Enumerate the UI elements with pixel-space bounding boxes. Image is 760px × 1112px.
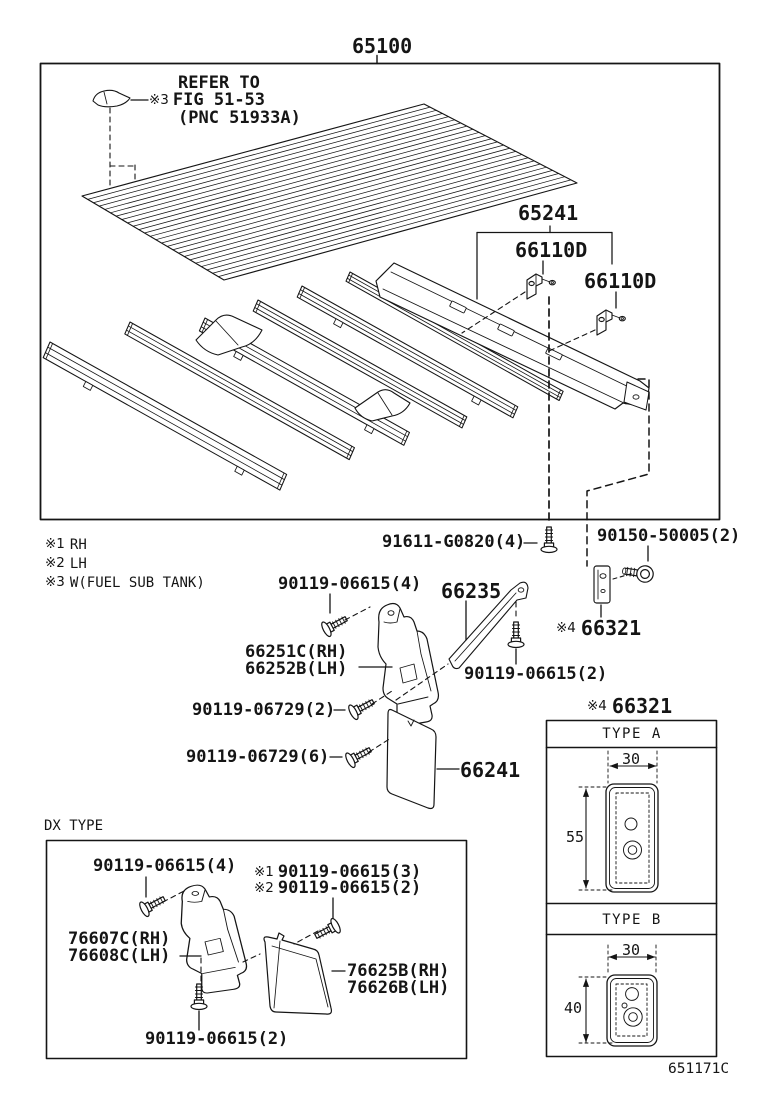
dx-note-2 bbox=[254, 880, 421, 897]
type-b-header: TYPE B bbox=[602, 912, 662, 928]
type-a-part bbox=[606, 784, 658, 892]
part-label-66252b: 66252B(LH) bbox=[245, 659, 348, 679]
part-label-90119-06729-2: 90119-06729(2) bbox=[192, 700, 336, 720]
legend-mark-3: ※3 bbox=[45, 574, 65, 590]
part-label-65100: 65100 bbox=[352, 34, 413, 58]
mud-flap bbox=[387, 710, 436, 809]
part-label-90119-06615-4: 90119-06615(4) bbox=[278, 574, 422, 594]
refer-fig: FIG 51-53 bbox=[172, 90, 266, 110]
panel-title-mark: ※4 bbox=[587, 698, 607, 714]
legend-lh bbox=[45, 557, 87, 571]
refer-note-line3: (PNC 51933A) bbox=[178, 108, 301, 128]
part-label-66235: 66235 bbox=[441, 579, 502, 603]
mudguard-bracket bbox=[378, 604, 438, 727]
part-label-91611-g0820: 91611-G0820(4) bbox=[382, 532, 526, 552]
dx-label-76608c: 76608C(LH) bbox=[68, 946, 171, 966]
type-b-height-dim: 40 bbox=[564, 999, 583, 1017]
panel-title-66321 bbox=[587, 696, 672, 716]
part-label-90119-06615-2: 90119-06615(2) bbox=[464, 664, 608, 684]
dx-note2-number: 90119-06615(2) bbox=[277, 878, 422, 898]
dx-label-90119-06615-2: 90119-06615(2) bbox=[145, 1029, 289, 1049]
refer-note-line1: REFER TO bbox=[178, 73, 260, 93]
legend-mark-2: ※2 bbox=[45, 555, 65, 571]
legend-mark-1: ※1 bbox=[45, 536, 65, 552]
part-label-65241: 65241 bbox=[518, 201, 579, 225]
type-a-width-dim: 30 bbox=[622, 750, 641, 768]
legend-rh bbox=[45, 538, 87, 552]
part-label-66321-main bbox=[556, 618, 641, 638]
dx-label-90119-06615-4: 90119-06615(4) bbox=[93, 856, 237, 876]
type-a-header: TYPE A bbox=[602, 726, 662, 742]
part-label-66251c: 66251C(RH) bbox=[245, 642, 348, 662]
dx-label-76625b: 76625B(RH) bbox=[347, 961, 450, 981]
floor-mat bbox=[82, 104, 577, 280]
dx-note1-mark: ※1 bbox=[254, 864, 274, 880]
legend-text-2: LH bbox=[69, 556, 87, 572]
ref-mark-4: ※4 bbox=[556, 620, 576, 636]
legend-fuel-sub-tank bbox=[45, 576, 205, 590]
dx-bracket bbox=[181, 885, 246, 993]
part-label-66241: 66241 bbox=[460, 758, 521, 782]
dx-label-76607c: 76607C(RH) bbox=[68, 929, 171, 949]
legend-text-1: RH bbox=[69, 537, 87, 553]
part-number-66321: 66321 bbox=[580, 616, 642, 640]
type-b-part bbox=[607, 975, 657, 1046]
bolt-91611-icon bbox=[541, 527, 557, 553]
dx-flap bbox=[264, 933, 331, 1014]
part-label-90119-06729-6: 90119-06729(6) bbox=[186, 747, 330, 767]
type-b-width-dim: 30 bbox=[622, 941, 641, 959]
refer-note-line2 bbox=[149, 92, 265, 109]
frame-rails bbox=[43, 272, 563, 490]
dx-note1-number: 90119-06615(3) bbox=[277, 862, 422, 882]
bolt-90150-icon bbox=[621, 563, 654, 584]
legend-text-3: W(FUEL SUB TANK) bbox=[69, 575, 205, 591]
part-label-66110d-1: 66110D bbox=[515, 238, 588, 262]
panel-title-number: 66321 bbox=[611, 694, 673, 718]
part-label-90150-50005: 90150-50005(2) bbox=[597, 526, 741, 546]
dx-type-title: DX TYPE bbox=[44, 818, 104, 834]
dx-label-76626b: 76626B(LH) bbox=[347, 978, 450, 998]
ref-mark-3: ※3 bbox=[149, 92, 169, 108]
dx-note2-mark: ※2 bbox=[254, 880, 274, 896]
part-label-66110d-2: 66110D bbox=[584, 269, 657, 293]
figure-code: 651171C bbox=[668, 1061, 730, 1077]
type-a-height-dim: 55 bbox=[566, 828, 585, 846]
